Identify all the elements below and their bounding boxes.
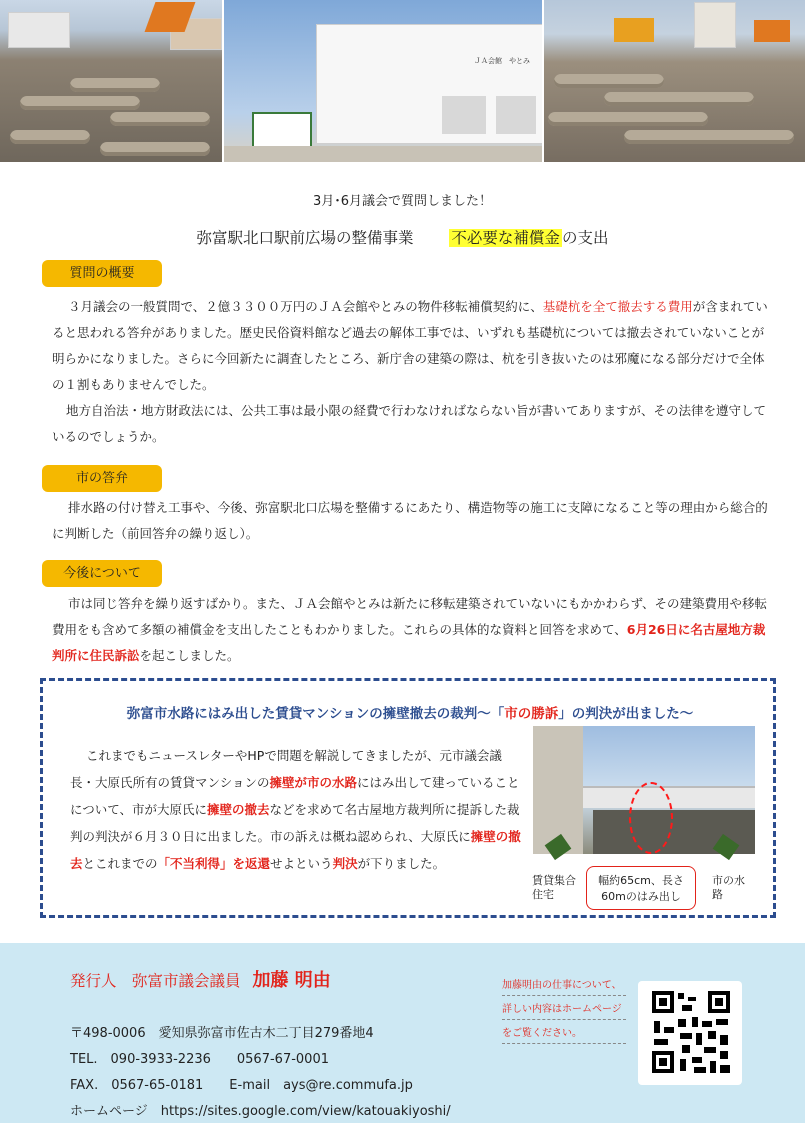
construction-site-photo-right [544, 0, 805, 162]
lawsuit-box-text: これまでもニュースレターやHPで問題を解説してきましたが、元市議会議長・大原氏所有の賃貸マンションの擁壁が市の水路にはみ出して建っていることについて、市が大原氏に擁壁の撤去などを求めて名古屋地方裁判所に提訴した裁判の判決が６月３０日に出ました。市の訴えは概ね認められ、大原氏に擁壁の撤去とこれまでの「不当利得」を返還せよという判決が下りました。 [70, 748, 521, 871]
publisher-name: 加藤 明由 [252, 970, 331, 991]
telephone: TEL. 090-3933-2236 0567-67-0001 [70, 1052, 329, 1067]
section-label-answer: 市の答弁 [42, 465, 162, 492]
fax-email: FAX. 0567-65-0181 E-mail ays@re.commufa.jp [70, 1078, 413, 1093]
note-line-1: 加藤明由の仕事について、 [502, 977, 626, 996]
section2-paragraph: 排水路の付け替え工事や、今後、弥富駅北口広場を整備するにあたり、構造物等の施工に支障になること等の理由から総合的に判断した（前回答弁の繰り返し）。 [52, 500, 768, 541]
section1-paragraph2: 地方自治法・地方財政法には、公共工事は最小限の経費で行わなければならない旨が書いてありますが、その法律を遵守しているのでしょうか。 [52, 403, 767, 444]
section1-paragraph1: ３月議会の一般質問で、２億３３００万円のＪＡ会館やとみの物件移転補償契約に、基礎杭を全て撤去する費用が含まれていると思われる答弁がありました。歴史民俗資料館など過去の解体工事では、いずれも基礎杭については撤去されていないことが明らかになりました。さらに今回新たに調査したところ、新庁舎の建築の際は、杭を引き抜いたのは邪魔になる部分だけで全体の１割もありませんでした。 [52, 299, 768, 392]
ja-hall-building-photo [224, 0, 542, 162]
title-tail: の支出 [561, 229, 609, 247]
page-title [0, 226, 805, 248]
section3-paragraph: 市は同じ答弁を繰り返すばかり。また、ＪＡ会館やとみは新たに移転建築されていないにもかかわらず、その建築費用や移転費用をも含めて多額の補償金を支出したこともわかりました。これらの具体的な資料と回答を求めて、6月26日に名古屋地方裁判所に住民訴訟を起こしました。 [52, 596, 768, 663]
overhang-callout: 幅約65cm、長さ60mのはみ出し [586, 866, 696, 910]
postal-address: 〒498-0006 愛知県弥富市佐古木二丁目279番地4 [70, 1026, 374, 1041]
label-rental-housing: 賃貸集合住宅 [532, 874, 576, 901]
subtitle: 3月･6月議会で質問しました！ [312, 194, 493, 209]
note-line-2: 詳しい内容はホームページ [502, 1001, 626, 1020]
publisher: 発行人 弥富市議会議員 加藤 明由 [70, 970, 331, 991]
homepage-url[interactable]: ホームページ https://sites.google.com/view/katouakiyoshi/ [70, 1104, 451, 1119]
section-label-future: 今後について [42, 560, 162, 587]
construction-site-photo-left [0, 0, 222, 162]
building-sign: ＪＡ会館 やとみ [474, 57, 530, 65]
qr-code-icon[interactable] [638, 981, 742, 1085]
title-highlight: 不必要な補償金 [451, 229, 560, 247]
note-line-3: をご覧ください。 [502, 1025, 626, 1044]
section-label-question: 質問の概要 [42, 260, 162, 287]
lawsuit-box-title: 弥富市水路にはみ出した賃貸マンションの擁壁撤去の裁判～「市の勝訴」の判決が出ました～ [126, 706, 694, 722]
label-city-waterway: 市の水路 [712, 874, 745, 901]
title-main: 弥富駅北口駅前広場の整備事業 [196, 229, 414, 247]
